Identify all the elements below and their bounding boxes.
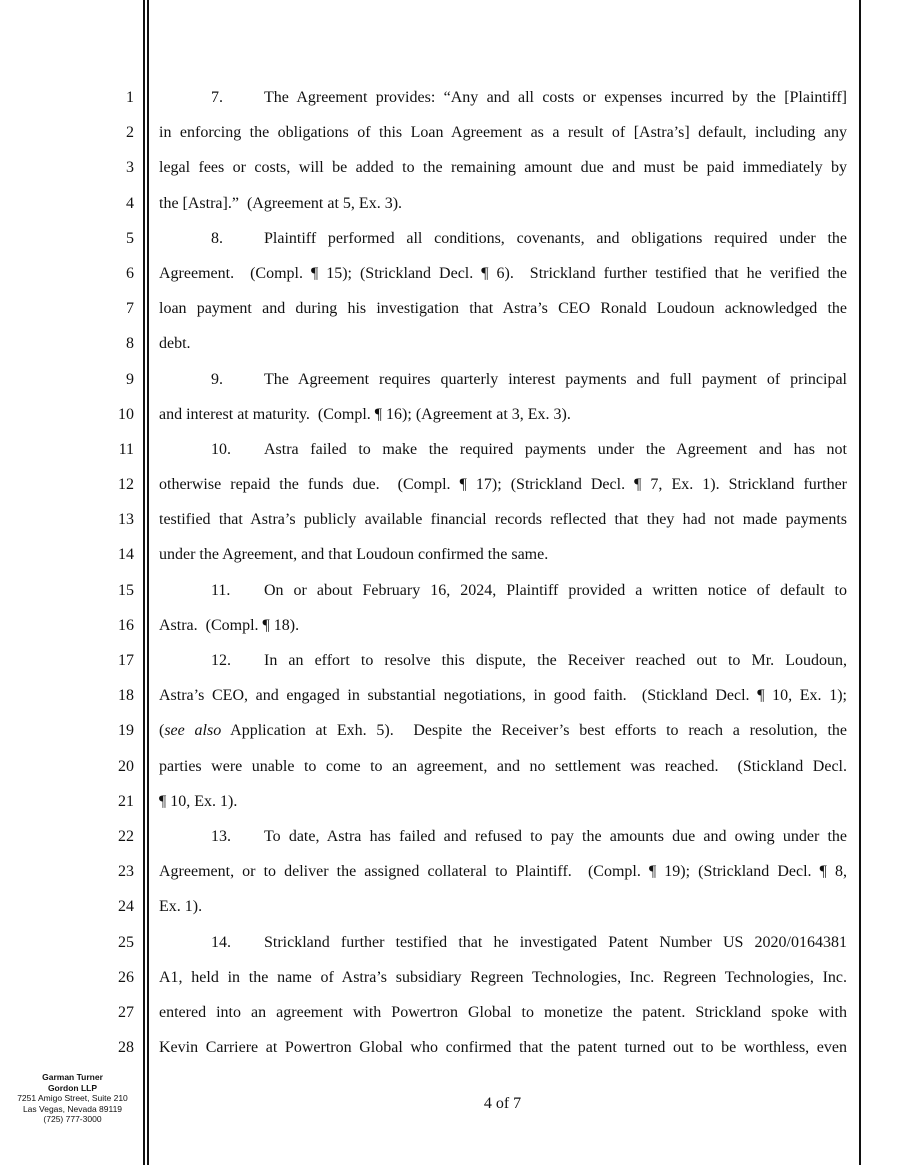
text-line xyxy=(159,227,847,262)
line-number: 8 xyxy=(126,335,134,353)
text-line xyxy=(159,543,847,578)
text-line xyxy=(159,895,847,930)
line-text: The Agreement requires quarterly interest payments and full payment of principal xyxy=(264,370,847,388)
line-text: In an effort to resolve this dispute, the Receiver reached out to Mr. Loudoun, xyxy=(264,652,847,669)
line-number: 3 xyxy=(126,159,134,177)
line-text: Strickland further testified that he investigated Patent Number US 2020/0164381 xyxy=(264,933,847,951)
text-line xyxy=(159,719,847,754)
line-number: 18 xyxy=(118,687,134,705)
line-text: under the Agreement, and that Loudoun confirmed the same. xyxy=(159,546,549,564)
line-text: Agreement, or to deliver the assigned collateral to Plaintiff. (Compl. ¶ 19); (Strickland Decl. ¶ 8, xyxy=(159,863,847,881)
line-number: 21 xyxy=(118,792,134,810)
firm-name-line-2: Gordon LLP xyxy=(47,1082,98,1093)
line-text: ¶ 10, Ex. 1). xyxy=(159,792,238,810)
text-line xyxy=(159,579,847,614)
line-text: in enforcing the obligations of this Loan Agreement as a result of [Astra’s] default, including any xyxy=(159,124,847,142)
line-text: Kevin Carriere at Powertron Global who confirmed that the patent turned out to be worthless, even xyxy=(159,1039,847,1057)
line-text: parties were unable to come to an agreement, and no settlement was reached. (Stickland Decl. xyxy=(159,757,847,775)
paragraph-number: 7. xyxy=(211,89,223,106)
line-number: 11 xyxy=(118,440,134,458)
paragraph-number: 13. xyxy=(211,827,231,845)
text-line xyxy=(159,332,847,367)
text-line xyxy=(159,403,847,438)
open-paren: ( xyxy=(159,722,165,740)
line-number: 13 xyxy=(118,511,134,529)
text-line xyxy=(159,121,847,156)
line-text: Plaintiff performed all conditions, covenants, and obligations required under the xyxy=(264,229,847,247)
line-text: Astra. (Compl. ¶ 18). xyxy=(159,616,300,634)
line-text: otherwise repaid the funds due. (Compl. ¶ 17); (Strickland Decl. ¶ 7, Ex. 1). Strickland further xyxy=(159,476,847,494)
line-number: 27 xyxy=(118,1003,134,1021)
paragraph-number: 12. xyxy=(211,652,231,669)
firm-phone: (725) 777-3000 xyxy=(43,1114,102,1124)
line-number: 2 xyxy=(126,124,134,142)
line-number: 24 xyxy=(118,898,134,916)
line-text: Astra failed to make the required payments under the Agreement and has not xyxy=(264,440,847,458)
line-numbers xyxy=(100,86,134,1071)
line-text: loan payment and during his investigation that Astra’s CEO Ronald Loudoun acknowledged the xyxy=(159,300,847,318)
line-number: 6 xyxy=(126,264,134,282)
firm-address-line-2: Las Vegas, Nevada 89119 xyxy=(22,1103,123,1114)
text-line xyxy=(159,860,847,895)
left-margin-rule-inner xyxy=(147,0,149,1165)
text-line xyxy=(159,86,847,121)
line-text: On or about February 16, 2024, Plaintiff provided a written notice of default to xyxy=(264,581,847,599)
text-line xyxy=(159,192,847,227)
line-text: entered into an agreement with Powertron Global to monetize the patent. Strickland spoke with xyxy=(159,1003,847,1021)
line-number: 14 xyxy=(118,546,134,564)
line-number: 25 xyxy=(118,933,134,951)
text-line xyxy=(159,790,847,825)
text-line xyxy=(159,262,847,297)
line-number: 5 xyxy=(126,229,134,247)
line-text: To date, Astra has failed and refused to pay the amounts due and owing under the xyxy=(264,827,847,845)
text-line xyxy=(159,1001,847,1036)
text-line xyxy=(159,297,847,332)
text-line xyxy=(159,825,847,860)
firm-address-line-1: 7251 Amigo Street, Suite 210 xyxy=(17,1093,128,1103)
text-line xyxy=(159,649,847,684)
line-text: Astra’s CEO, and engaged in substantial negotiations, in good faith. (Stickland Decl. ¶ 10, Ex. 1); xyxy=(159,687,847,705)
line-number: 15 xyxy=(118,581,134,599)
text-line xyxy=(159,684,847,719)
line-text: Agreement. (Compl. ¶ 15); (Strickland Decl. ¶ 6). Strickland further testified that he verified the xyxy=(159,264,847,282)
line-text: debt. xyxy=(159,335,191,353)
page-number: 4 of 7 xyxy=(483,1095,522,1112)
paragraph-number: 10. xyxy=(211,440,231,458)
line-text: A1, held in the name of Astra’s subsidiary Regreen Technologies, Inc. Regreen Technologies, Inc. xyxy=(159,968,847,986)
line-number: 1 xyxy=(126,89,134,106)
line-text: testified that Astra’s publicly available financial records reflected that they had not made payments xyxy=(159,511,847,529)
line-text: legal fees or costs, will be added to the remaining amount due and must be paid immediately by xyxy=(159,159,847,177)
line-number: 16 xyxy=(118,616,134,634)
text-line xyxy=(159,755,847,790)
text-line xyxy=(159,438,847,473)
left-margin-rule-outer xyxy=(143,0,145,1165)
line-number: 26 xyxy=(118,968,134,986)
line-number: 12 xyxy=(118,476,134,494)
line-number: 7 xyxy=(126,300,134,318)
paragraph-number: 8. xyxy=(211,229,223,247)
line-text: and interest at maturity. (Compl. ¶ 16); (Agreement at 3, Ex. 3). xyxy=(159,405,571,423)
paragraph-number: 9. xyxy=(211,370,223,388)
line-number: 10 xyxy=(118,405,134,423)
line-text: Application at Exh. 5). Despite the Receiver’s best efforts to reach a resolution, the xyxy=(221,722,847,740)
citation-signal: see also xyxy=(164,722,222,740)
line-number: 23 xyxy=(118,863,134,881)
text-line xyxy=(159,931,847,966)
line-text: Ex. 1). xyxy=(159,898,203,916)
text-line xyxy=(159,156,847,191)
text-line xyxy=(159,473,847,508)
line-number: 19 xyxy=(118,722,134,740)
line-number: 22 xyxy=(118,827,134,845)
line-number: 17 xyxy=(118,652,134,669)
line-number: 9 xyxy=(126,370,134,388)
text-line xyxy=(159,966,847,1001)
line-number: 4 xyxy=(126,194,134,212)
line-number: 28 xyxy=(118,1039,134,1057)
line-text: the [Astra].” (Agreement at 5, Ex. 3). xyxy=(159,194,403,212)
paragraph-number: 11. xyxy=(211,581,231,599)
firm-name-line-1: Garman Turner xyxy=(42,1072,103,1082)
document-body xyxy=(159,86,847,1071)
text-line xyxy=(159,368,847,403)
text-line xyxy=(159,508,847,543)
paragraph-number: 14. xyxy=(211,933,231,951)
text-line xyxy=(159,1036,847,1071)
line-number: 20 xyxy=(118,757,134,775)
right-margin-rule xyxy=(859,0,861,1165)
text-line xyxy=(159,614,847,649)
line-text: The Agreement provides: “Any and all costs or expenses incurred by the [Plaintiff] xyxy=(264,89,847,106)
